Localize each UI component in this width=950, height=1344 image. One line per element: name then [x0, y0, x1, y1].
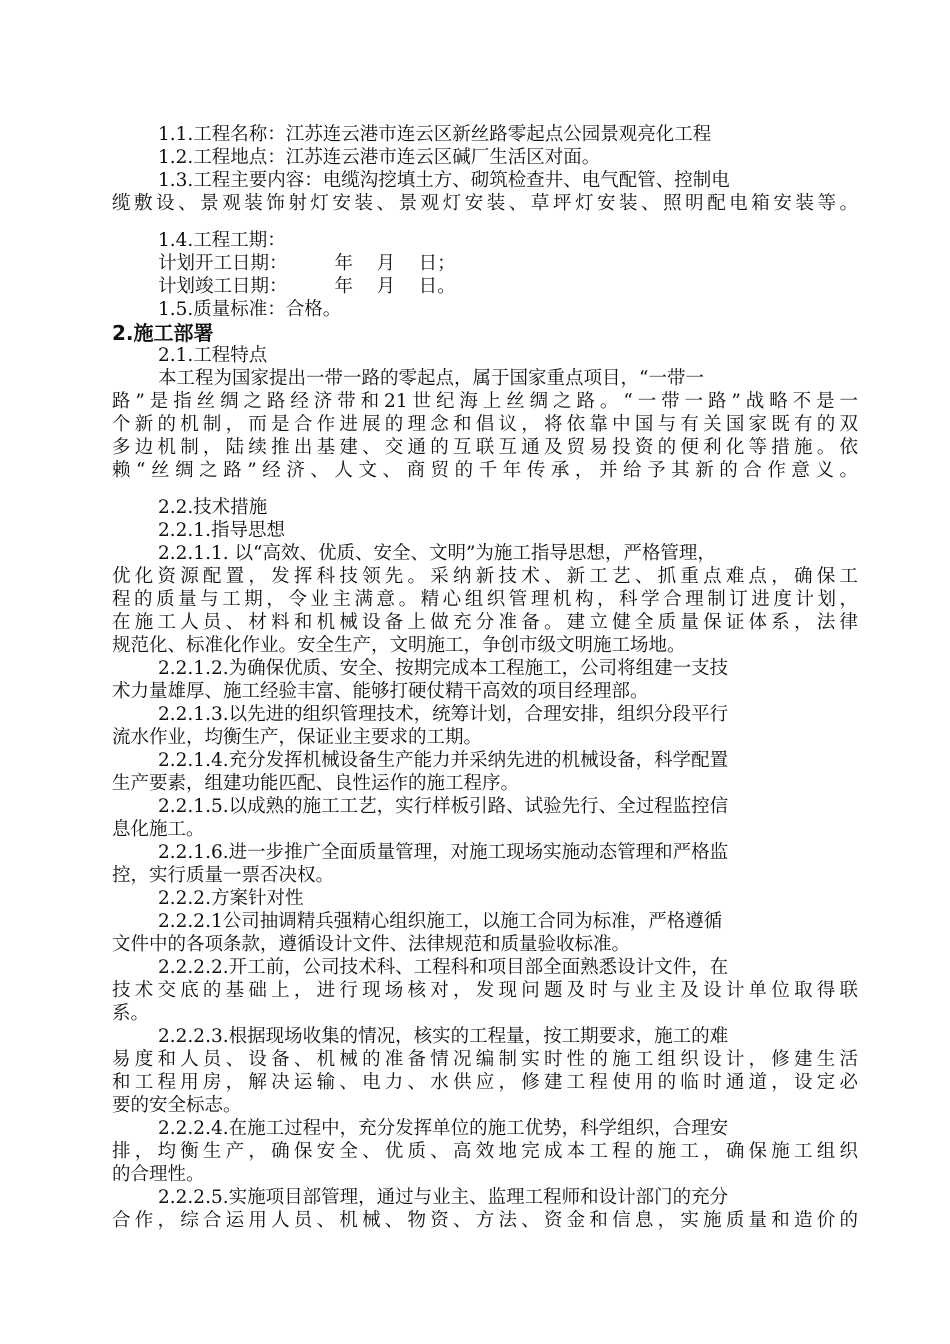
paragraph-line: 息化施工。: [112, 819, 205, 840]
paragraph-line: 赖“丝绸之路”经济、人文、商贸的千年传承，并给予其新的合作意义。: [112, 460, 858, 481]
project-period: 1.4.工程工期：: [158, 230, 286, 251]
project-content-cont: 缆敷设、景观装饰射灯安装、景观灯安装、草坪灯安装、照明配电箱安装等。: [112, 193, 858, 214]
paragraph-line: 易度和人员、设备、机械的准备情况编制实时性的施工组织设计，修建生活: [112, 1049, 858, 1070]
paragraph-line: 优化资源配置，发挥科技领先。采纳新技术、新工艺、抓重点难点，确保工: [112, 566, 858, 587]
paragraph-line: 个新的机制，而是合作进展的理念和倡议，将依靠中国与有关国家既有的双: [112, 414, 858, 435]
paragraph-line: 2.2.2.1公司抽调精兵强精心组织施工，以施工合同为标准，严格遵循: [158, 911, 723, 932]
paragraph-line: 流水作业，均衡生产，保证业主要求的工期。: [112, 727, 483, 748]
paragraph-line: 排，均衡生产，确保安全、优质、高效地完成本工程的施工，确保施工组织: [112, 1141, 858, 1162]
paragraph-line: 2.2.2.3.根据现场收集的情况，核实的工程量，按工期要求，施工的难: [158, 1026, 729, 1047]
planned-end-date: 计划竣工日期： 年 月 日。: [158, 276, 456, 297]
project-content: 1.3.工程主要内容：电缆沟挖填土方、砌筑检查井、电气配管、控制电: [158, 170, 730, 191]
paragraph-line: 的合理性。: [112, 1164, 205, 1185]
paragraph-line: 2.2.1.6.进一步推广全面质量管理，对施工现场实施动态管理和严格监: [158, 842, 729, 863]
project-location: 1.2.工程地点：江苏连云港市连云区碱厂生活区对面。: [158, 147, 601, 168]
paragraph-line: 本工程为国家提出一带一路的零起点，属于国家重点项目，“一带一: [158, 368, 704, 389]
paragraph-line: 路”是指丝绸之路经济带和21世纪海上丝绸之路。“一带一路”战略不是一: [112, 391, 858, 412]
paragraph-line: 技术交底的基础上，进行现场核对，发现问题及时与业主及设计单位取得联: [112, 980, 858, 1001]
paragraph-line: 在施工人员、材料和机械设备上做充分准备。建立健全质量保证体系，法律: [112, 612, 858, 633]
quality-standard: 1.5.质量标准：合格。: [158, 299, 342, 320]
paragraph-line: 2.2.2.2.开工前，公司技术科、工程科和项目部全面熟悉设计文件，在: [158, 957, 729, 978]
paragraph-line: 多边机制，陆续推出基建、交通的互联互通及贸易投资的便利化等措施。依: [112, 437, 858, 458]
paragraph-line: 系。: [112, 1003, 150, 1024]
subheading-plan: 2.2.2.方案针对性: [158, 888, 304, 909]
paragraph-line: 2.2.2.4.在施工过程中，充分发挥单位的施工优势，科学组织，合理安: [158, 1118, 729, 1139]
paragraph-line: 生产要素，组建功能匹配、良性运作的施工程序。: [112, 773, 520, 794]
paragraph-line: 2.2.2.5.实施项目部管理，通过与业主、监理工程师和设计部门的充分: [158, 1187, 729, 1208]
paragraph-line: 术力量雄厚、施工经验丰富、能够打硬仗精干高效的项目经理部。: [112, 681, 649, 702]
paragraph-line: 2.2.1.5.以成熟的施工工艺，实行样板引路、试验先行、全过程监控信: [158, 796, 729, 817]
subheading-guide: 2.2.1.指导思想: [158, 520, 285, 541]
paragraph-line: 和工程用房，解决运输、电力、水供应，修建工程使用的临时通道，设定必: [112, 1072, 858, 1093]
paragraph-line: 2.2.1.2.为确保优质、安全、按期完成本工程施工，公司将组建一支技: [158, 658, 729, 679]
subheading-features: 2.1.工程特点: [158, 345, 268, 366]
paragraph-line: 程的质量与工期，令业主满意。精心组织管理机构，科学合理制订进度计划，: [112, 589, 858, 610]
paragraph-line: 合作，综合运用人员、机械、物资、方法、资金和信息，实施质量和造价的: [112, 1210, 858, 1231]
project-name: 1.1.工程名称：江苏连云港市连云区新丝路零起点公园景观亮化工程: [158, 124, 712, 145]
paragraph-line: 2.2.1.4.充分发挥机械设备生产能力并采纳先进的机械设备，科学配置: [158, 750, 729, 771]
paragraph-line: 规范化、标准化作业。安全生产，文明施工，争创市级文明施工场地。: [112, 635, 686, 656]
paragraph-line: 2.2.1.1. 以“高效、优质、安全、文明”为施工指导思想，严格管理，: [158, 543, 716, 564]
subheading-tech: 2.2.技术措施: [158, 497, 268, 518]
section-heading: 2.施工部署: [112, 321, 214, 345]
paragraph-line: 要的安全标志。: [112, 1095, 242, 1116]
paragraph-line: 2.2.1.3.以先进的组织管理技术，统筹计划，合理安排，组织分段平行: [158, 704, 729, 725]
planned-start-date: 计划开工日期： 年 月 日；: [158, 253, 456, 274]
paragraph-line: 控，实行质量一票否决权。: [112, 865, 335, 886]
paragraph-line: 文件中的各项条款，遵循设计文件、法律规范和质量验收标准。: [112, 934, 631, 955]
